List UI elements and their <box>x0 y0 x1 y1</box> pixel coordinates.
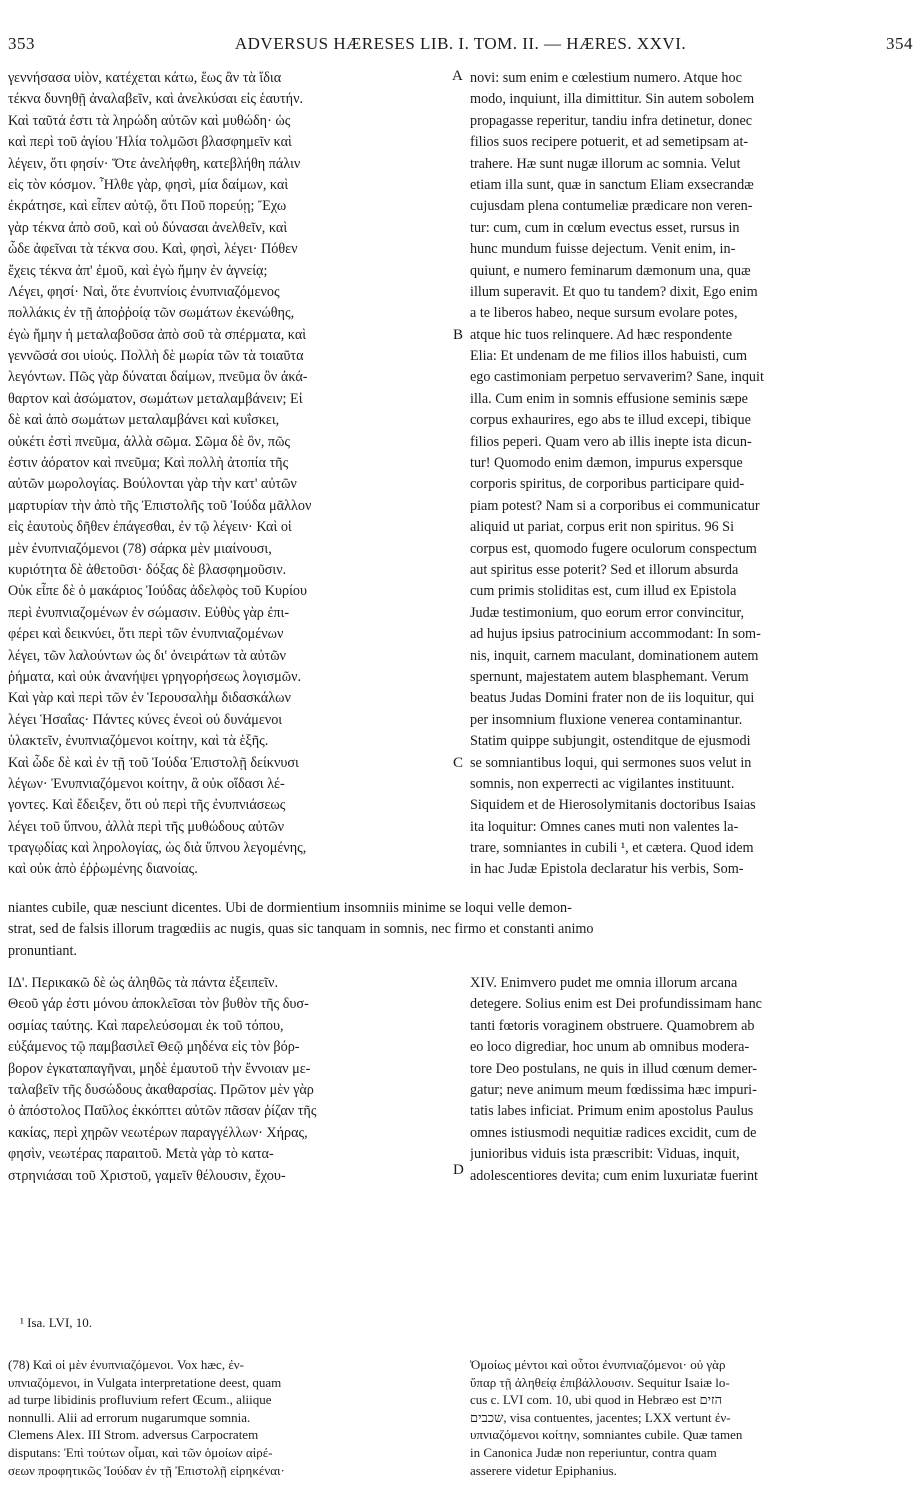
latin-line: eo loco digrediar, hoc unum ab omnibus modera- <box>470 1039 750 1056</box>
note-line: ὕπαρ τῇ ἀληθείᾳ ἐπιβάλλουσιν. Sequitur Isaiæ lo- <box>470 1374 730 1390</box>
latin-line: modo, inquiunt, illa dimittitur. Sin autem sobolem <box>470 91 755 108</box>
greek-line: εἰς τὸν κόσμον. Ἦλθε γὰρ, φησὶ, μία δαίμων, καὶ <box>8 176 289 193</box>
margin-letter-c: C <box>453 755 464 771</box>
greek-line: κυριότητα δὲ ἀθετοῦσι· δόξας δὲ βλασφημοῦσιν. <box>8 561 287 578</box>
full-width-line: strat, sed de falsis illorum tragœdiis ac nugis, quas sic tanquam in somnis, nec firmo et constanti animo <box>8 921 594 938</box>
note-line: in Canonica Judæ non reperiuntur, contra quam <box>470 1444 717 1460</box>
greek-line: ὑλακτεῖν, ἐνυπνιαζόμενοι κοίτην, καὶ τὰ ἑξῆς. <box>8 733 269 750</box>
latin-line: hunc mundum fuisse dejectum. Venit enim, in- <box>470 241 736 258</box>
greek-line: κακίας, περὶ χηρῶν νεωτέρων παραγγέλλων· Χήρας, <box>8 1124 308 1141</box>
latin-line: illum superavit. Et quo tu tandem? dixit, Ego enim <box>470 283 758 300</box>
note-line: asserere videtur Epiphanius. <box>470 1462 617 1478</box>
latin-line: propagasse reperitur, tandiu infra detinetur, donec <box>470 112 753 129</box>
note-line: Ὁμοίως μέντοι καὶ οὗτοι ἐνυπνιαζόμενοι· οὐ γὰρ <box>470 1357 726 1372</box>
latin-line: aliquid ut pariat, corpus erit non spiritus. 96 Si <box>470 519 735 536</box>
margin-letter-d: D <box>453 1162 464 1178</box>
greek-line: ὧδε ἀφεῖναι τὰ τέκνα σου. Καὶ, φησὶ, λέγει· Πόθεν <box>8 241 298 258</box>
latin-line: quiunt, e numero feminarum dæmonum una, quæ <box>470 262 751 279</box>
greek-line: εἰς ἑαυτοὺς δῆθεν ἐπάγεσθαι, ἐν τῷ λέγειν· Καὶ οἱ <box>8 519 292 536</box>
greek-line: αὐτῶν μωρολογίας. Βούλονται γὰρ τὴν κατ' αὐτῶν <box>8 476 297 493</box>
latin-line: tur! Quomodo enim dæmon, impurus expersque <box>470 455 743 472</box>
greek-line: ἔχεις τέκνα ἀπ' ἐμοῦ, καὶ ἐγὼ ἤμην ἐν ἁγνείᾳ; <box>8 262 268 279</box>
latin-line: trahere. Hæ sunt nugæ illorum ac somnia. Velut <box>470 155 741 172</box>
greek-line: Καὶ ταῦτά ἐστι τὰ ληρώδη αὐτῶν καὶ μυθώδη· ὡς <box>8 112 291 129</box>
greek-line: ΙΔ'. Περικακῶ δὲ ὡς ἀληθῶς τὰ πάντα ἐξειπεῖν. <box>8 975 279 991</box>
greek-line: Καὶ γὰρ καὶ περὶ τῶν ἐν Ἱερουσαλὴμ διδασκάλων <box>8 690 291 707</box>
greek-line: γὰρ τέκνα ἀπὸ σοῦ, καὶ οὐ δύνασαι ἀνελθεῖν, καὶ <box>8 219 288 236</box>
latin-line: detegere. Solius enim est Dei profundissimam hanc <box>470 996 762 1013</box>
greek-line: ἐκράτησε, καὶ εἶπεν αὐτῷ, ὅτι Ποῦ πορεύῃ; Ἔχω <box>8 198 287 215</box>
latin-line: per insomnium fluxione venerea contaminantur. <box>470 711 743 728</box>
latin-line: beatus Judas Domini frater non de iis loquitur, qui <box>470 690 755 707</box>
greek-line: καὶ περὶ τοῦ ἁγίου Ἠλία τολμῶσι βλασφημεῖν καὶ <box>8 134 292 151</box>
note-line: ad turpe libidinis profluvium refert Œcum., aliique <box>8 1392 272 1408</box>
latin-line: corporis spiritus, de corporibus participare quid- <box>470 476 745 493</box>
latin-line: spernunt, majestatem autem blasphemant. Verum <box>470 668 749 685</box>
footnote-reference: ¹ Isa. LVI, 10. <box>20 1315 93 1330</box>
greek-line: θαρτον καὶ ἀσώματον, σωμάτων μεταλαμβάνειν; Εἰ <box>8 390 303 407</box>
latin-line: ita loquitur: Omnes canes muti non valentes la- <box>470 818 739 835</box>
latin-line: aut spiritus esse poterit? Sed et illorum absurda <box>470 561 739 578</box>
latin-line: tanti fœtoris voraginem obstruere. Quamobrem ab <box>470 1017 755 1034</box>
note-line: שכבים, visa contuentes, jacentes; LXX vertunt ἐν- <box>470 1409 731 1425</box>
latin-line: cum primis stoliditas est, cum illud ex Epistola <box>470 583 737 600</box>
greek-line: γεννῶσά σοι υἱούς. Πολλὴ δὲ μωρία τῶν τὰ τοιαῦτα <box>8 348 304 365</box>
greek-line: Καὶ ὧδε δὲ καὶ ἐν τῇ τοῦ Ἰούδα Ἐπιστολῇ δείκνυσι <box>8 754 299 771</box>
latin-line: adolescentiores devita; cum enim luxuriatæ fuerint <box>470 1167 758 1184</box>
greek-line: καὶ οὐκ ἀπὸ ἐῤῥωμένης διανοίας. <box>8 861 198 878</box>
margin-letter-a: A <box>452 68 463 84</box>
latin-line: somnis, non experrecti ac vigilantes instituunt. <box>470 775 735 792</box>
greek-line: λέγει, τῶν λαλούντων ὡς δι' ὀνειράτων τὰ αὐτῶν <box>8 647 286 664</box>
left-page-number: 353 <box>8 34 35 53</box>
latin-line: illa. Cum enim in somnis effusione seminis sæpe <box>470 390 748 407</box>
greek-line: τραγῳδίας καὶ ληρολογίας, ὡς διὰ ὕπνου λεγομένης, <box>8 840 307 857</box>
note-line: cus c. LVI com. 10, ubi quod in Hebræo est הזים <box>470 1392 723 1408</box>
latin-line: Judæ testimonium, quo eorum error convincitur, <box>470 604 745 621</box>
latin-line: junioribus viduis ista præscribit: Viduas, inquit, <box>470 1146 740 1163</box>
margin-letter-b: B <box>453 327 464 343</box>
latin-line: filios suos recipere potuerit, et ad semetipsam at- <box>470 134 749 151</box>
latin-line: corpus exhaurires, ego abs te illud excepi, tibique <box>470 412 751 429</box>
greek-line: ταλαβεῖν τῆς δυσώδους ἀκαθαρσίας. Πρῶτον μὲν γὰρ <box>8 1081 314 1098</box>
greek-line: ὁ ἀπόστολος Παῦλος ἐκκόπτει αὐτῶν πᾶσαν ῥίζαν τῆς <box>8 1103 317 1120</box>
greek-line: μὲν ἐνυπνιαζόμενοι (78) σάρκα μὲν μιαίνουσι, <box>8 540 272 557</box>
running-header <box>8 34 913 58</box>
greek-line: Λέγει, φησί· Ναὶ, ὅτε ἐνυπνίοις ἐνυπνιαζόμενος <box>8 283 280 300</box>
greek-text-column <box>8 68 456 881</box>
latin-line: Elia: Et undenam de me filios illos habuisti, cum <box>470 348 748 365</box>
greek-line: στρηνιάσαι τοῦ Χριστοῦ, γαμεῖν θέλουσιν, ἔχου- <box>8 1167 286 1184</box>
note-line: disputans: Ἐπὶ τούτων οἶμαι, καὶ τῶν ὁμοίων αἱρέ- <box>8 1444 273 1460</box>
greek-line: ῥήματα, καὶ οὐκ ἀνανήψει γρηγορήσεως λογισμῶν. <box>8 668 302 685</box>
note-line: υπνιαζόμενοι, in Vulgata interpretatione deest, quam <box>8 1374 282 1390</box>
latin-line: trare, somniantes in cubili ¹, et cætera. Quod idem <box>470 840 754 857</box>
latin-line: Statim quippe subjungit, ostenditque de ejusmodi <box>470 733 751 750</box>
latin-line: ego castimoniam perpetuo servaverim? Sane, inquit <box>470 369 764 386</box>
greek-line: εὐξάμενος τῷ παμβασιλεῖ Θεῷ μηδένα εἰς τὸν βόρ- <box>8 1039 300 1056</box>
latin-line: in hac Judæ Epistola declaratur his verbis, Som- <box>470 861 744 878</box>
greek-line: λέγει τοῦ ὕπνου, ἀλλὰ περὶ τῆς μυθώδους αὐτῶν <box>8 818 285 835</box>
latin-line: nis, inquit, carnem maculant, dominationem autem <box>470 647 759 664</box>
full-width-line: niantes cubile, quæ nesciunt dicentes. Ubi de dormientium insomniis minime se loqui velle demon- <box>8 900 572 916</box>
full-width-line: pronuntiant. <box>8 942 77 959</box>
latin-line: a te liberos habeo, neque sursum evolare potes, <box>470 305 738 322</box>
running-title: ADVERSUS HÆRESES LIB. I. TOM. II. — HÆRES. XXVI. <box>234 34 687 53</box>
greek-line: λέγει Ἡσαΐας· Πάντες κύνες ἐνεοὶ οὐ δυνάμενοι <box>8 711 283 728</box>
latin-line: filios peperi. Quam vero ab illis inepte ista dicun- <box>470 433 752 450</box>
latin-line: tore Deo postulans, ne quis in illud cœnum demer- <box>470 1060 757 1077</box>
note-line: Clemens Alex. III Strom. adversus Carpocratem <box>8 1427 259 1443</box>
latin-line: cujusdam plena contumeliæ prædicare non veren- <box>470 198 753 215</box>
greek-line: ἐστιν ἀόρατον καὶ πνεῦμα; Καὶ πολλὴ ἀτοπία τῆς <box>8 455 289 472</box>
greek-line: οὐκέτι ἐστὶ πνεῦμα, ἀλλὰ σῶμα. Σῶμα δὲ ὂν, πῶς <box>8 433 291 450</box>
latin-line: corpus est, quomodo fugere oculorum conspectum <box>470 540 757 557</box>
greek-line: πολλάκις ἐν τῇ ἀποῤῥοίᾳ τῶν σωμάτων ἐκενώθης, <box>8 305 295 322</box>
greek-line: φέρει καὶ δεικνύει, ὅτι περὶ τῶν ἐνυπνιαζομένων <box>8 626 284 643</box>
latin-line: atque hic tuos relinquere. Ad hæc respondente <box>470 326 732 343</box>
greek-line: Οὐκ εἶπε δὲ ὁ μακάριος Ἰούδας ἀδελφὸς τοῦ Κυρίου <box>8 583 308 600</box>
commentary-note-left <box>8 1356 458 1479</box>
commentary-note-right <box>470 1356 915 1479</box>
greek-line: οσμίας ταύτης. Καὶ παρελεύσομαι ἐκ τοῦ τόπου, <box>8 1017 284 1034</box>
greek-line: περὶ ἐνυπνιαζομένων ἐν σώμασιν. Εὐθὺς γὰρ ἐπι- <box>8 604 290 621</box>
latin-line: etiam illa sunt, quæ in sanctum Eliam exsecrandæ <box>470 176 754 193</box>
latin-line: piam potest? Nam si a corporibus ei communicatur <box>470 497 760 514</box>
latin-line: ad hujus ipsius patrocinium accommodant: In som- <box>470 626 761 643</box>
note-line: nonnulli. Alii ad errorum nugarumque somnia. <box>8 1409 251 1425</box>
greek-line: τέκνα δυνηθῇ ἀναλαβεῖν, καὶ ἀνελκύσαι εἰς ἑαυτήν. <box>8 91 304 108</box>
full-width-paragraph <box>8 898 916 962</box>
latin-line: novi: sum enim e cœlestium numero. Atque hoc <box>470 70 742 86</box>
note-line: (78) Καὶ οἱ μὲν ἐνυπνιαζόμενοι. Vox hæc, ἐν- <box>8 1357 244 1372</box>
greek-line: βορον ἐγκαταπαγῆναι, μηδὲ ἐμαυτοῦ τὴν ἔννοιαν με- <box>8 1060 311 1077</box>
latin-line: tatis labes inficiat. Primum enim apostolus Paulus <box>470 1103 754 1120</box>
greek-line: γεννήσασα υἱὸν, κατέχεται κάτω, ἕως ἂν τὰ ἴδια <box>8 70 282 86</box>
latin-line: gatur; neve animum meum fœdissima hæc impuri- <box>470 1081 757 1098</box>
greek-line: ἐγὼ ἤμην ἡ μεταλαβοῦσα ἀπὸ σοῦ τὰ σπέρματα, καὶ <box>8 326 307 343</box>
greek-line: μαρτυρίαν τὴν ἀπὸ τῆς Ἐπιστολῆς τοῦ Ἰούδα μᾶλλον <box>8 497 312 514</box>
latin-line: Siquidem et de Hierosolymitanis doctoribus Isaias <box>470 797 756 814</box>
greek-line: γοντες. Καὶ ἔδειξεν, ὅτι οὐ περὶ τῆς ἐνυπνιάσεως <box>8 797 286 814</box>
section-xiv-latin <box>470 973 915 1187</box>
section-xiv-greek <box>8 973 456 1187</box>
right-page-number: 354 <box>886 34 913 53</box>
greek-line: λεγόντων. Πῶς γὰρ δύναται δαίμων, πνεῦμα ὂν ἀκά- <box>8 369 308 386</box>
latin-text-column <box>470 68 915 881</box>
latin-line: se somniantibus loqui, qui sermones suos velut in <box>470 754 752 771</box>
latin-line: XIV. Enimvero pudet me omnia illorum arcana <box>470 975 738 991</box>
note-line: υπνιαζόμενοι κοίτην, somniantes cubile. Quæ tamen <box>470 1427 743 1443</box>
greek-line: λέγειν, ὅτι φησίν· Ὅτε ἀνελήφθη, κατεβλήθη πάλιν <box>8 155 301 172</box>
greek-line: δὲ καὶ ἀπὸ σωμάτων μεταλαμβάνει καὶ κυΐσκει, <box>8 412 280 429</box>
latin-line: tur: cum, cum in cœlum evectus esset, rursus in <box>470 219 740 236</box>
latin-line: omnes istiusmodi nequitiæ radices excidit, cum de <box>470 1124 757 1141</box>
greek-line: φησὶν, νεωτέρας παραιτοῦ. Μετὰ γὰρ τὸ κατα- <box>8 1146 274 1163</box>
greek-line: λέγων· Ἐνυπνιαζόμενοι κοίτην, ἃ οὐκ οἴδασι λέ- <box>8 775 285 792</box>
greek-line: Θεοῦ γάρ ἐστι μόνου ἀποκλεῖσαι τὸν βυθὸν τῆς δυσ- <box>8 996 309 1013</box>
note-line: σεων προφητικῶς Ἰούδαν ἐν τῇ Ἐπιστολῇ εἰρηκέναι· <box>8 1462 285 1478</box>
